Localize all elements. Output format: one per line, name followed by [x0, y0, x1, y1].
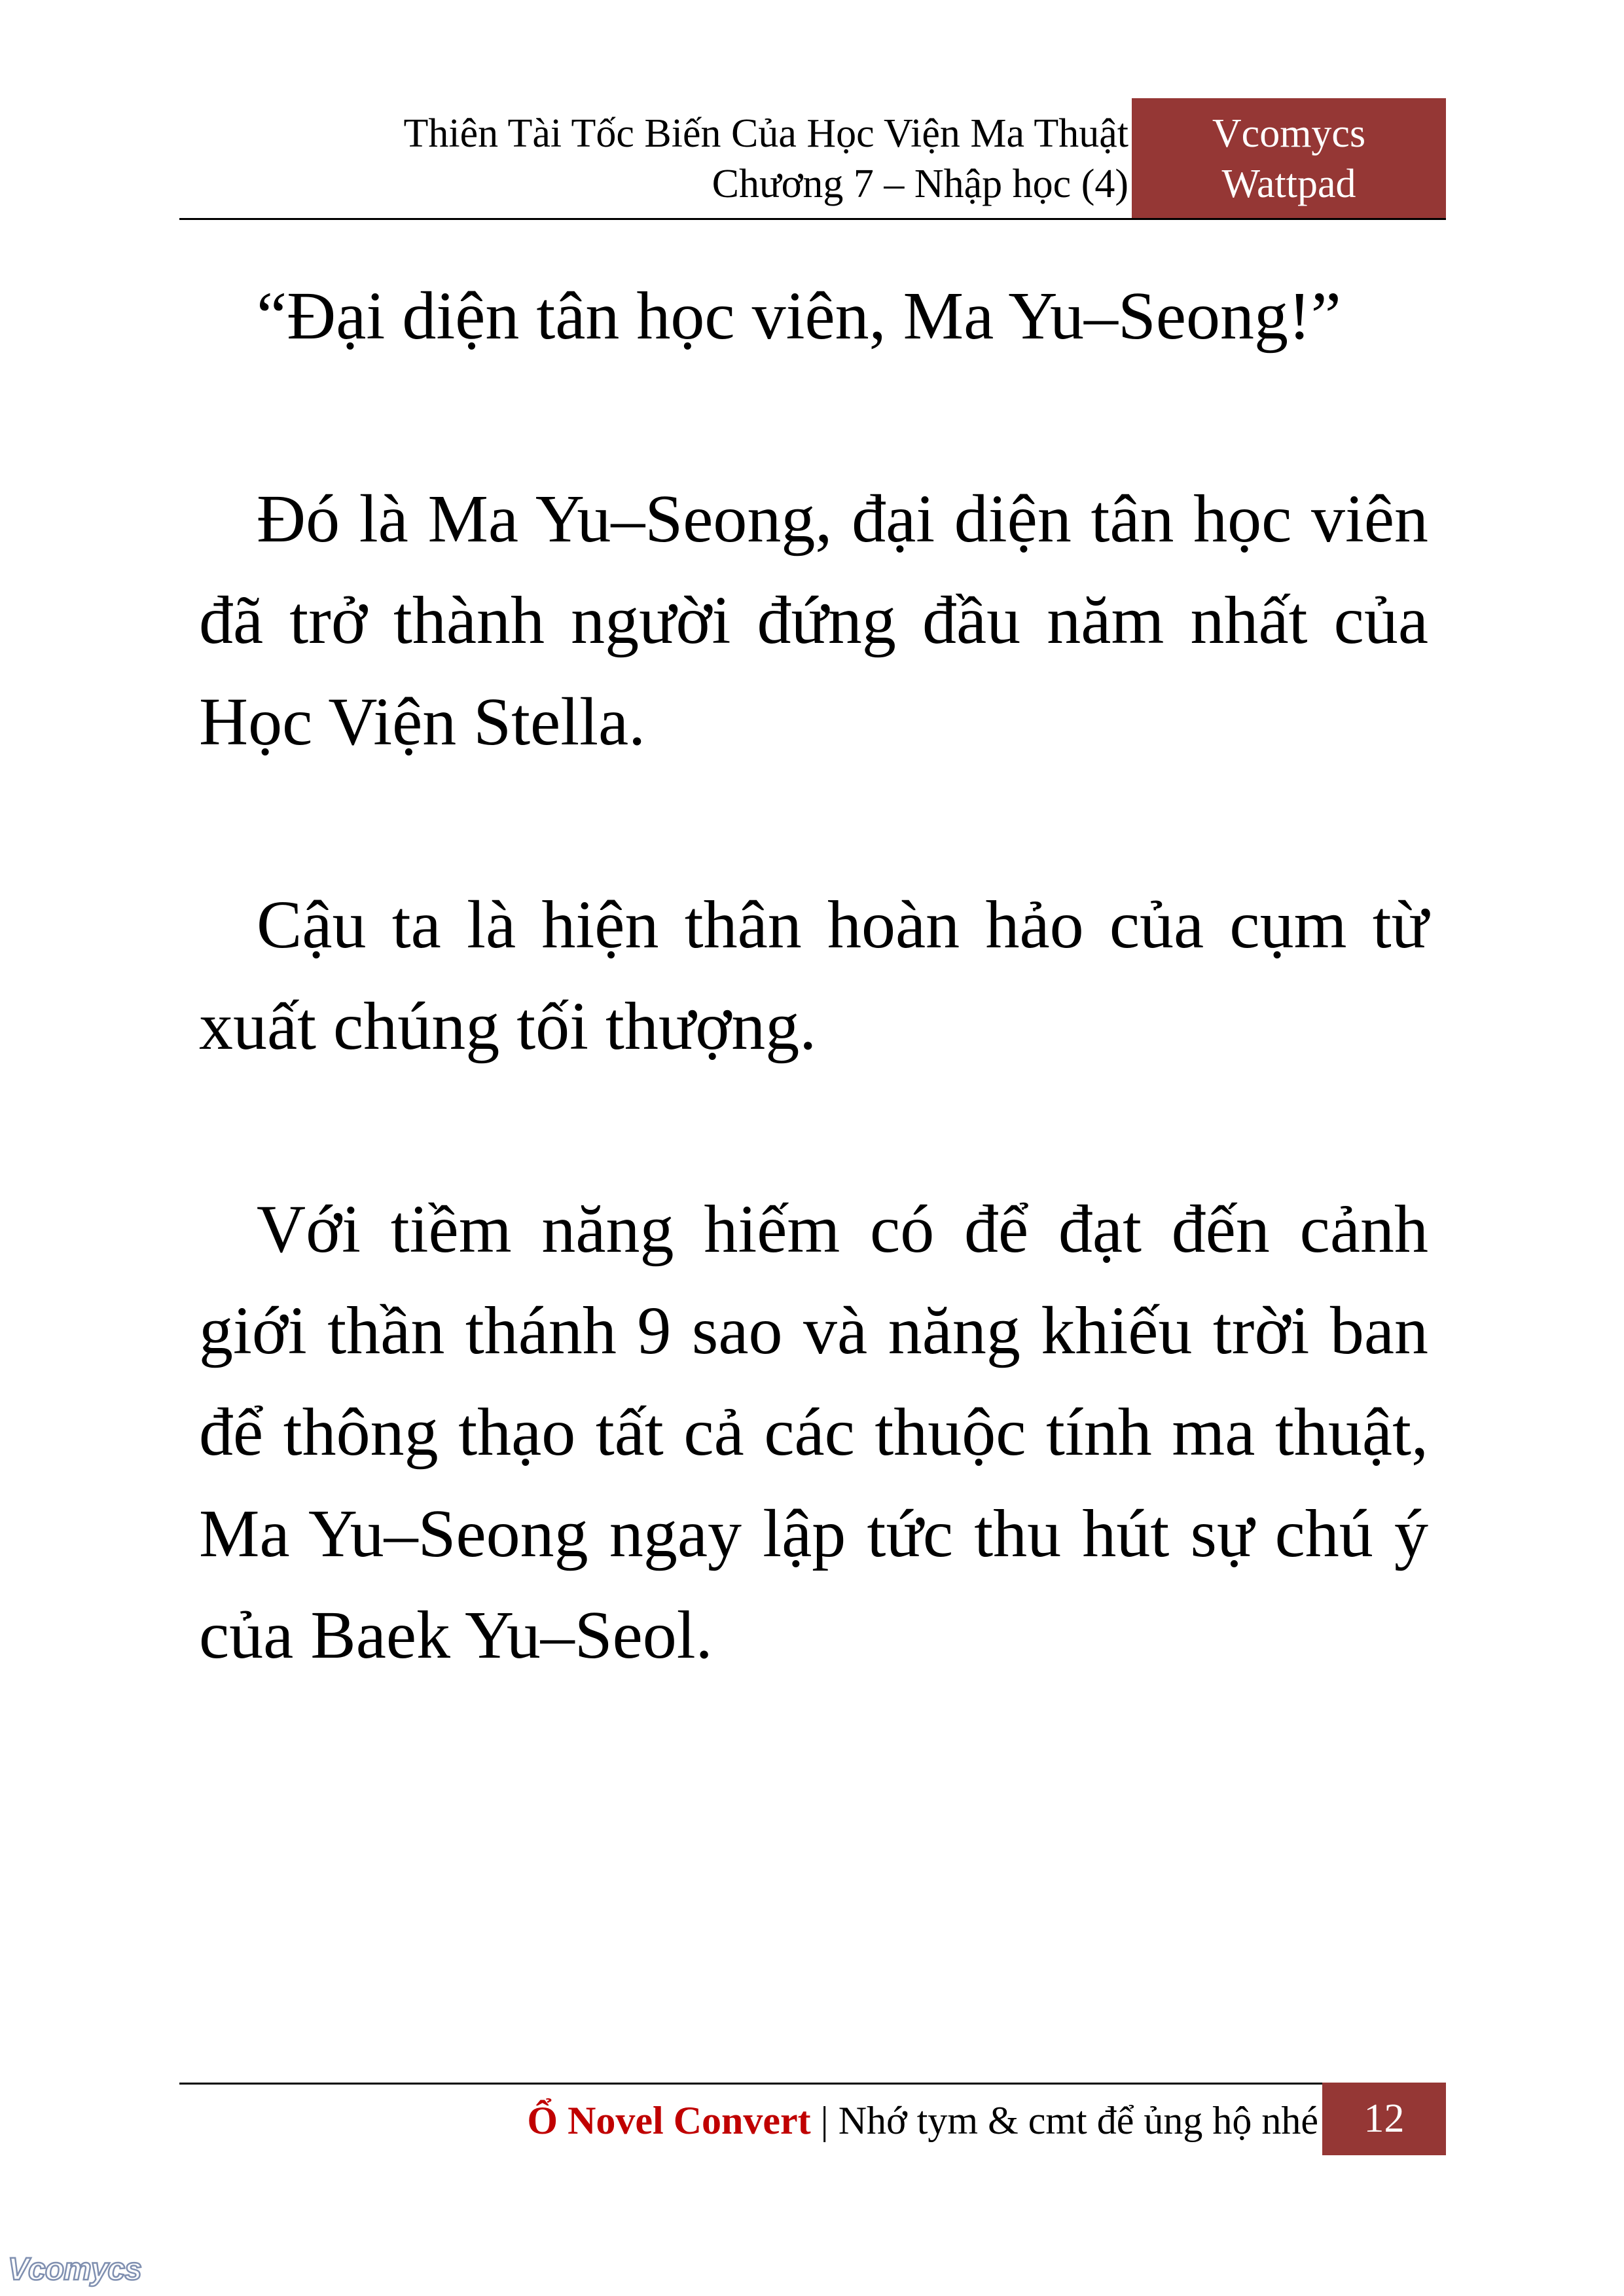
header-titles — [179, 98, 1128, 220]
footer-brand: Ổ Novel Convert — [527, 2099, 811, 2142]
page-header — [179, 98, 1446, 220]
page-number: 12 — [1322, 2083, 1446, 2155]
vcomycs-logo-watermark — [5, 2246, 162, 2291]
paragraph: Đó là Ma Yu–Seong, đại diện tân học viên đã trở thành người đứng đầu năm nhất của Học Viện Stella. — [199, 481, 1428, 759]
paragraph: “Đại diện tân học viên, Ma Yu–Seong!” — [257, 278, 1341, 354]
footer-note: Nhớ tym & cmt để ủng hộ nhé — [838, 2099, 1318, 2142]
svg-text:Vcomycs: Vcomycs — [8, 2252, 141, 2287]
page-footer — [179, 2085, 1318, 2155]
chapter-title: Chương 7 – Nhập học (4) — [712, 162, 1128, 206]
paragraph: Cậu ta là hiện thân hoàn hảo của cụm từ xuất chúng tối thượng. — [199, 887, 1428, 1064]
paragraph: Với tiềm năng hiếm có để đạt đến cảnh giới thần thánh 9 sao và năng khiếu trời ban để thông thạo tất cả các thuộc tính ma thuật, Ma Yu–Seong ngay lập tức thu hút sự chú ý của Baek Yu–Seol. — [199, 1192, 1428, 1673]
source-badge-line1: Vcomycs — [1212, 111, 1366, 156]
book-title: Thiên Tài Tốc Biến Của Học Viện Ma Thuật — [403, 111, 1128, 156]
source-badge-line2: Wattpad — [1221, 162, 1356, 206]
chapter-body — [199, 265, 1428, 1686]
header-divider — [179, 218, 1446, 220]
source-badge — [1132, 98, 1446, 220]
logo-icon — [5, 2246, 162, 2291]
footer-separator: | — [810, 2099, 839, 2142]
